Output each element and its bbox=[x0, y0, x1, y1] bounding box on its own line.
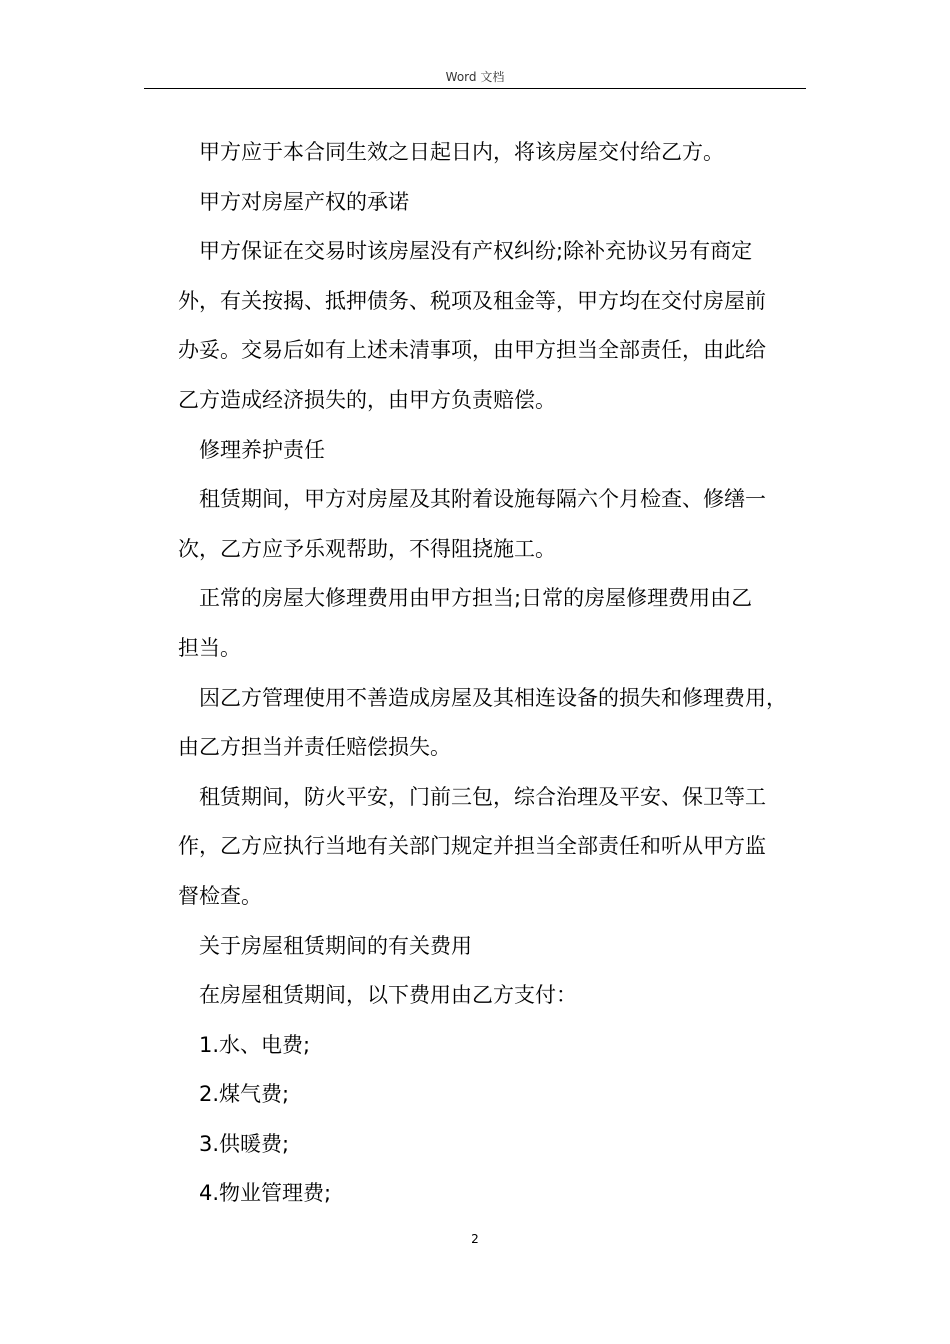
paragraph-line: 租赁期间，甲方对房屋及其附着设施每隔六个月检查、修缮一 bbox=[199, 487, 766, 512]
list-item-property-management bbox=[178, 1169, 818, 1219]
paragraph-line: 4.物业管理费; bbox=[199, 1181, 332, 1206]
paragraph-damage-liability bbox=[178, 674, 818, 773]
paragraph-ownership-guarantee bbox=[178, 227, 818, 425]
paragraph-fees-intro bbox=[178, 971, 818, 1021]
paragraph-line: 租赁期间，防火平安，门前三包，综合治理及平安、保卫等工 bbox=[199, 784, 766, 809]
paragraph-line: 关于房屋租赁期间的有关费用 bbox=[199, 933, 472, 958]
paragraph-line: 次，乙方应予乐观帮助，不得阻挠施工。 bbox=[178, 536, 556, 561]
paragraph-repair-costs bbox=[178, 574, 818, 673]
paragraph-line: 外，有关按揭、抵押债务、税项及租金等，甲方均在交付房屋前 bbox=[178, 288, 766, 313]
section-title-fees bbox=[178, 922, 818, 972]
paragraph-line: 1.水、电费; bbox=[199, 1032, 311, 1057]
paragraph-line: 由乙方担当并责任赔偿损失。 bbox=[178, 735, 451, 760]
paragraph-line: 2.煤气费; bbox=[199, 1082, 290, 1107]
paragraph-line: 作，乙方应执行当地有关部门规定并担当全部责任和听从甲方监 bbox=[178, 834, 766, 859]
paragraph-delivery bbox=[178, 128, 818, 178]
list-item-heating bbox=[178, 1120, 818, 1170]
paragraph-line: 甲方对房屋产权的承诺 bbox=[199, 189, 409, 214]
paragraph-line: 办妥。交易后如有上述未清事项，由甲方担当全部责任，由此给 bbox=[178, 338, 766, 363]
header-divider bbox=[144, 88, 806, 89]
list-item-water-electricity bbox=[178, 1021, 818, 1071]
paragraph-line: 甲方保证在交易时该房屋没有产权纠纷;除补充协议另有商定 bbox=[199, 239, 753, 264]
paragraph-line: 正常的房屋大修理费用由甲方担当;日常的房屋修理费用由乙 bbox=[199, 586, 753, 611]
document-body bbox=[178, 128, 818, 1219]
paragraph-line: 在房屋租赁期间，以下费用由乙方支付： bbox=[199, 983, 577, 1008]
section-title-maintenance bbox=[178, 426, 818, 476]
paragraph-line: 因乙方管理使用不善造成房屋及其相连设备的损失和修理费用， bbox=[199, 685, 787, 710]
paragraph-line: 甲方应于本合同生效之日起日内，将该房屋交付给乙方。 bbox=[199, 140, 724, 164]
page-number: 2 bbox=[471, 1232, 479, 1246]
paragraph-fire-safety bbox=[178, 773, 818, 922]
section-title-ownership bbox=[178, 178, 818, 228]
list-item-gas bbox=[178, 1070, 818, 1120]
paragraph-line: 督检查。 bbox=[178, 883, 262, 908]
paragraph-line: 修理养护责任 bbox=[199, 437, 325, 462]
paragraph-line: 乙方造成经济损失的，由甲方负责赔偿。 bbox=[178, 387, 556, 412]
document-header: Word 文档 bbox=[445, 70, 505, 84]
paragraph-line: 3.供暖费; bbox=[199, 1131, 290, 1156]
paragraph-inspection bbox=[178, 475, 818, 574]
paragraph-line: 担当。 bbox=[178, 635, 241, 660]
